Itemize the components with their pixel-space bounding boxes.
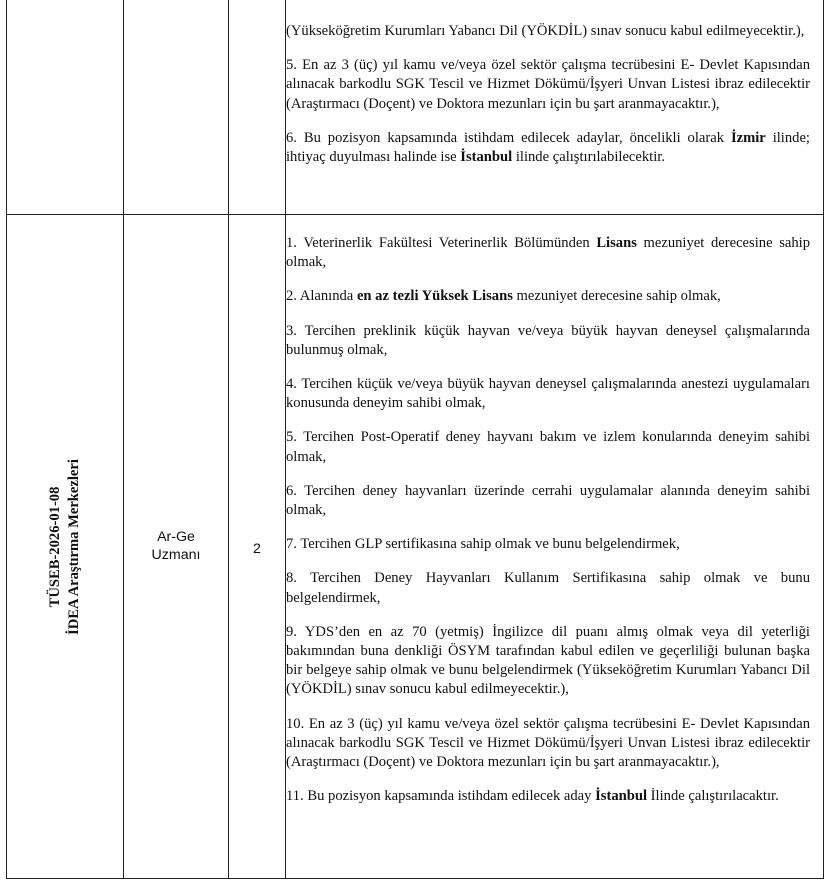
paragraph-gap <box>286 272 810 287</box>
paragraph-gap <box>286 520 810 535</box>
requirement-text: 11. Bu pozisyon kapsamında istihdam edilecek aday <box>286 788 596 805</box>
requirement-paragraph <box>286 22 810 41</box>
requirement-text: ilinde; ihtiyaç duyulması halinde ise <box>286 129 810 166</box>
requirement-paragraph <box>286 375 810 413</box>
requirement-paragraph <box>286 623 810 700</box>
table-border-col1 <box>123 0 124 879</box>
requirement-paragraph <box>286 715 810 773</box>
position-code-cell <box>7 215 123 878</box>
paragraph-gap <box>286 772 810 787</box>
requirement-text: mezuniyet derecesine sahip olmak, <box>286 235 810 271</box>
requirement-paragraph <box>286 129 810 167</box>
requirement-text: 8. Tercihen Deney Hayvanları Kullanım Sertifikasına sahip olmak ve bunu belgelendirmek, <box>286 570 810 606</box>
requirement-text: 2. Alanında <box>286 288 357 305</box>
requirement-text: 6. Bu pozisyon kapsamında istihdam edilecek adaylar, öncelikli olarak <box>286 129 731 146</box>
paragraph-gap <box>286 360 810 375</box>
table-border-col2 <box>228 0 229 879</box>
main-row-requirements-text <box>286 234 810 806</box>
requirement-text: İlinde çalıştırılacaktır. <box>647 788 779 805</box>
requirement-text: 10. En az 3 (üç) yıl kamu ve/veya özel sektör çalışma tecrübesini E- Devlet Kapısından alınacak barkodlu SGK Tescil ve Hizmet Dökümü/İşyeri Unvan Listesi ibraz edilecektir (Araştırmacı (Doçent) ve Doktora mezunları için bu şart aranmayacaktır.), <box>286 715 810 771</box>
position-count: 2 <box>253 541 261 557</box>
table-border-bottom <box>6 878 824 879</box>
requirement-text: ilinde çalıştırılabilecektir. <box>512 149 665 166</box>
position-code-line-2: İDEA Araştırma Merkezleri <box>66 458 82 635</box>
requirement-paragraph <box>286 56 810 114</box>
paragraph-gap <box>286 413 810 428</box>
requirement-paragraph <box>286 787 810 806</box>
requirement-emphasis: en az tezli Yüksek Lisans <box>356 288 513 305</box>
requirement-text: 5. Tercihen Post-Operatif deney hayvanı bakım ve izlem konularında deneyim sahibi olmak, <box>286 429 810 465</box>
requirements-table <box>6 0 824 879</box>
row-divider <box>6 214 824 215</box>
position-title-line-2: Uzmanı <box>151 547 201 563</box>
requirement-paragraph <box>286 322 810 360</box>
requirement-paragraph <box>286 287 810 306</box>
requirement-text: 5. En az 3 (üç) yıl kamu ve/veya özel sektör çalışma tecrübesini E- Devlet Kapısından alınacak barkodlu SGK Tescil ve Hizmet Dökümü/İşyeri Unvan Listesi ibraz edilecektir (Araştırmacı (Doçent) ve Doktora mezunları için bu şart aranmayacaktır.), <box>286 57 810 112</box>
requirement-paragraph <box>286 535 810 554</box>
requirement-emphasis: Lisans <box>596 235 637 251</box>
table-border-right <box>823 0 824 879</box>
requirement-text: 9. YDS’den en az 70 (yetmiş) İngilizce dil puanı almış olmak veya dil yeterliği bakımından buna denkliği ÖSYM tarafından kabul edilen ve geçerliliği bulunan başka bir belgeye sahip olmak ve bunu belgelendirmek (Yükseköğretim Kurumları Yabancı Dil (YÖKDİL) sınav sonucu kabul edilmeyecektir.), <box>286 623 810 698</box>
paragraph-gap <box>286 608 810 623</box>
requirement-text: 1. Veterinerlik Fakültesi Veterinerlik Bölümünden <box>286 235 597 251</box>
requirement-text: 6. Tercihen deney hayvanları üzerinde cerrahi uygulamalar alanında deneyim sahibi olmak, <box>286 482 810 519</box>
position-title-line-1: Ar-Ge <box>157 529 195 545</box>
paragraph-gap <box>286 467 810 482</box>
requirement-text: mezuniyet derecesine sahip olmak, <box>512 288 721 305</box>
paragraph-gap <box>286 307 810 322</box>
requirement-emphasis: İstanbul <box>595 788 648 805</box>
requirement-paragraph <box>286 428 810 466</box>
paragraph-gap <box>286 114 810 129</box>
requirement-paragraph <box>286 482 810 520</box>
top-row-requirements-text <box>286 22 810 167</box>
requirement-paragraph <box>286 569 810 607</box>
position-code <box>46 459 84 635</box>
requirement-text: 7. Tercihen GLP sertifikasına sahip olmak ve bunu belgelendirmek, <box>286 536 680 553</box>
requirement-paragraph <box>286 234 810 272</box>
position-title <box>124 528 228 564</box>
requirement-text: 3. Tercihen preklinik küçük hayvan ve/veya büyük hayvan deneysel çalışmalarında bulunmuş olmak, <box>286 322 810 358</box>
requirement-text: (Yükseköğretim Kurumları Yabancı Dil (YÖKDİL) sınav sonucu kabul edilmeyecektir.), <box>286 23 805 39</box>
paragraph-gap <box>286 554 810 569</box>
requirement-emphasis: İstanbul <box>460 149 513 166</box>
paragraph-gap <box>286 700 810 715</box>
requirement-emphasis: İzmir <box>730 129 766 146</box>
requirement-text: 4. Tercihen küçük ve/veya büyük hayvan deneysel çalışmalarında anestezi uygulamaları konusunda deneyim sahibi olmak, <box>286 376 810 412</box>
position-code-line-1: TÜSEB-2026-01-08 <box>47 486 63 607</box>
paragraph-gap <box>286 41 810 56</box>
